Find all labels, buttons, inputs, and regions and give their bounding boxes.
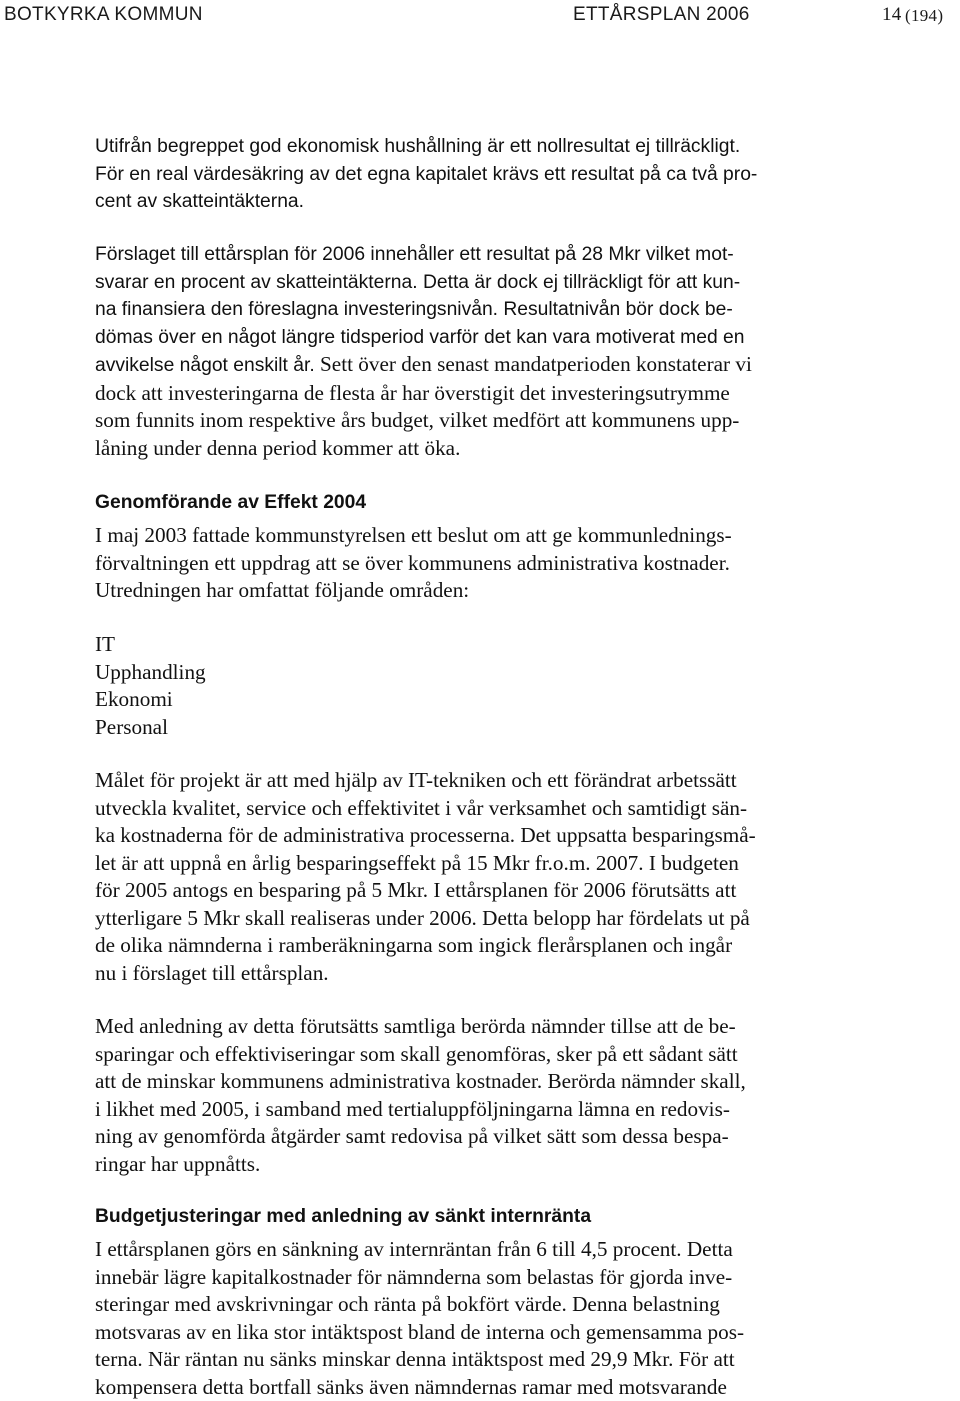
text-line: dock att investeringarna de flesta år har överstigit det investeringsutrymme <box>95 380 885 408</box>
list-item: Personal <box>95 714 885 742</box>
text-line: I ettårsplanen görs en sänkning av internräntan från 6 till 4,5 procent. Detta <box>95 1236 885 1264</box>
header-doc-title: ETTÅRSPLAN 2006 <box>573 4 750 26</box>
text-line: Utifrån begreppet god ekonomisk hushållning är ett nollresultat ej tillräckligt. <box>95 133 885 161</box>
text-line: Utredningen har omfattat följande områden: <box>95 577 885 605</box>
list-item: Upphandling <box>95 659 885 687</box>
text-line: förvaltningen ett uppdrag att se över kommunens administrativa kostnader. <box>95 550 885 578</box>
text-line: dömas över en något längre tidsperiod varför det kan vara motiverat med en <box>95 324 885 352</box>
text-line: svarar en procent av skatteintäkterna. Detta är dock ej tillräckligt för att kun- <box>95 269 885 297</box>
areas-list <box>95 631 885 741</box>
text-line: ning av genomförda åtgärder samt redovisa på vilket sätt som dessa bespa- <box>95 1123 885 1151</box>
section-heading-effekt-2004: Genomförande av Effekt 2004 <box>95 489 885 517</box>
text-line: som funnits inom respektive års budget, vilket medfört att kommunens upp- <box>95 407 885 435</box>
text-line: innebär lägre kapitalkostnader för nämnderna som belastas för gjorda inve- <box>95 1264 885 1292</box>
text-line: let är att uppnå en årlig besparingseffekt på 15 Mkr fr.o.m. 2007. I budgeten <box>95 850 885 878</box>
text-line: kompensera detta bortfall sänks även nämndernas ramar med motsvarande <box>95 1374 885 1401</box>
text-line: Förslaget till ettårsplan för 2006 innehåller ett resultat på 28 Mkr vilket mot- <box>95 241 885 269</box>
text-line: för 2005 antogs en besparing på 5 Mkr. I ettårsplanen för 2006 förutsätts att <box>95 877 885 905</box>
text-line: att de minskar kommunens administrativa kostnader. Berörda nämnder skall, <box>95 1068 885 1096</box>
text-line: låning under denna period kommer att öka. <box>95 435 885 463</box>
text-line: nu i förslaget till ettårsplan. <box>95 960 885 988</box>
text-line: Målet för projekt är att med hjälp av IT-tekniken och ett förändrat arbetssätt <box>95 767 885 795</box>
paragraph-2 <box>95 241 885 462</box>
text-segment-serif: Sett över den senast mandatperioden konstaterar vi <box>315 352 752 376</box>
text-line: För en real värdesäkring av det egna kapitalet krävs ett resultat på ca två pro- <box>95 161 885 189</box>
text-line: Med anledning av detta förutsätts samtliga berörda nämnder tillse att de be- <box>95 1013 885 1041</box>
header-total-pages: (194) <box>905 6 943 26</box>
text-line: ytterligare 5 Mkr skall realiseras under 2006. Detta belopp har fördelats ut på <box>95 905 885 933</box>
text-line: steringar med avskrivningar och ränta på bokfört värde. Denna belastning <box>95 1291 885 1319</box>
section-heading-internranta: Budgetjusteringar med anledning av sänkt internränta <box>95 1203 885 1231</box>
text-line: ka kostnaderna för de administrativa processerna. Det uppsatta besparingsmå- <box>95 822 885 850</box>
header-org: BOTKYRKA KOMMUN <box>4 4 203 26</box>
text-line-mixed <box>95 351 885 380</box>
list-item: Ekonomi <box>95 686 885 714</box>
text-line: motsvaras av en lika stor intäktspost bland de interna och gemensamma pos- <box>95 1319 885 1347</box>
paragraph-1 <box>95 133 885 216</box>
text-line: I maj 2003 fattade kommunstyrelsen ett beslut om att ge kommunlednings- <box>95 522 885 550</box>
text-line: i likhet med 2005, i samband med tertialuppföljningarna lämna en redovis- <box>95 1096 885 1124</box>
text-line: sparingar och effektiviseringar som skall genomföras, sker på ett sådant sätt <box>95 1041 885 1069</box>
section1-goal <box>95 767 885 987</box>
section1-followup <box>95 1013 885 1178</box>
header-page-number: 14 <box>882 4 902 26</box>
text-line: na finansiera den föreslagna investeringsnivån. Resultatnivån bör dock be- <box>95 296 885 324</box>
text-line: ringar har uppnåtts. <box>95 1151 885 1179</box>
section1-intro <box>95 522 885 605</box>
text-segment-sans: avvikelse något enskilt år. <box>95 355 315 376</box>
text-line: de olika nämnderna i ramberäkningarna som ingick flerårsplanen och ingår <box>95 932 885 960</box>
text-line: terna. När räntan nu sänks minskar denna intäktspost med 29,9 Mkr. För att <box>95 1346 885 1374</box>
section2-body <box>95 1236 885 1401</box>
text-line: cent av skatteintäkterna. <box>95 188 885 216</box>
text-line: utveckla kvalitet, service och effektivitet i vår verksamhet och samtidigt sän- <box>95 795 885 823</box>
list-item: IT <box>95 631 885 659</box>
